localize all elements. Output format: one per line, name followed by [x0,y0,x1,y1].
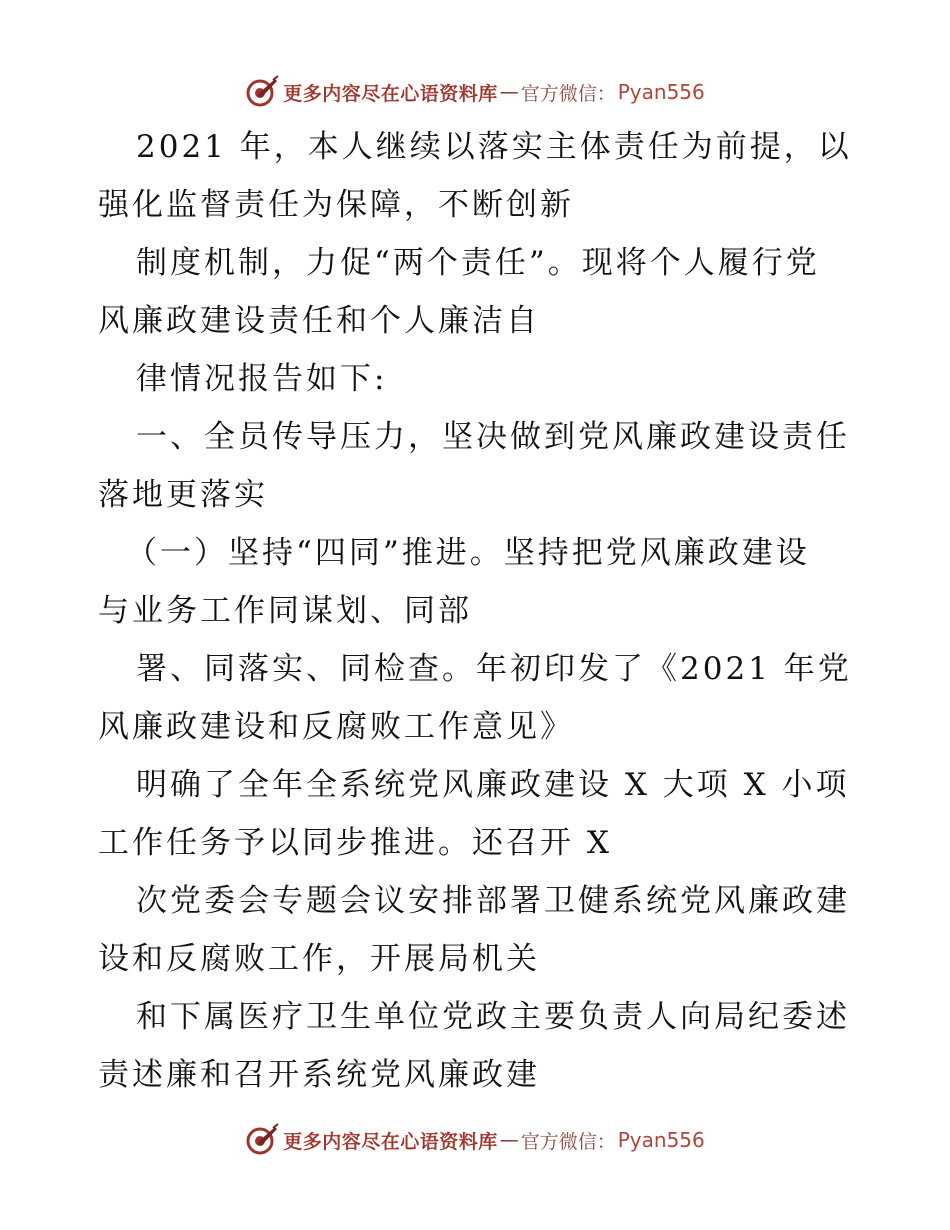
text-line: 设和反腐败工作，开展局机关 [98,941,540,977]
watermark-site-name: 更多内容尽在心语资料库 [283,1130,498,1153]
section-heading: 一、全员传导压力，坚决做到党风廉政建设责任 [136,419,850,455]
watermark-official-label: 官方微信： [520,1130,616,1153]
watermark-official-label: 官方微信： [520,82,616,105]
text-line: 次党委会专题会议安排部署卫健系统党风廉政建 [136,883,850,919]
document-body [98,118,858,1104]
subsection-heading: （一）坚持“四同”推进。坚持把党风廉政建设 [126,535,810,571]
header-watermark [0,72,950,112]
quill-pen-logo-icon [245,75,279,109]
text-line: 与业务工作同谋划、同部 [98,593,472,629]
text-line: 律情况报告如下: [136,361,388,397]
footer-watermark [0,1120,950,1160]
text-line: 和下属医疗卫生单位党政主要负责人向局纪委述 [136,999,850,1035]
quill-pen-logo-icon [245,1123,279,1157]
watermark-wechat-id: Pyan556 [617,1128,705,1152]
watermark-separator: — [499,81,519,103]
text-line: 风廉政建设和反腐败工作意见》 [98,709,574,745]
text-line: 署、同落实、同检查。年初印发了《2021 年党 [136,651,852,687]
text-line: 责述廉和召开系统党风廉政建 [98,1057,540,1093]
text-line: 工作任务予以同步推进。还召开 X [98,825,612,861]
text-line: 2021 年，本人继续以落实主体责任为前提，以 [136,129,852,165]
text-line: 明确了全年全系统党风廉政建设 X 大项 X 小项 [136,767,850,803]
text-line: 风廉政建设责任和个人廉洁自 [98,303,540,339]
text-line: 制度机制，力促“两个责任”。现将个人履行党 [136,245,820,281]
watermark-site-name: 更多内容尽在心语资料库 [283,82,498,105]
watermark-wechat-id: Pyan556 [617,80,705,104]
text-line: 强化监督责任为保障，不断创新 [98,187,574,223]
watermark-separator: — [499,1129,519,1151]
section-heading: 落地更落实 [98,477,268,513]
